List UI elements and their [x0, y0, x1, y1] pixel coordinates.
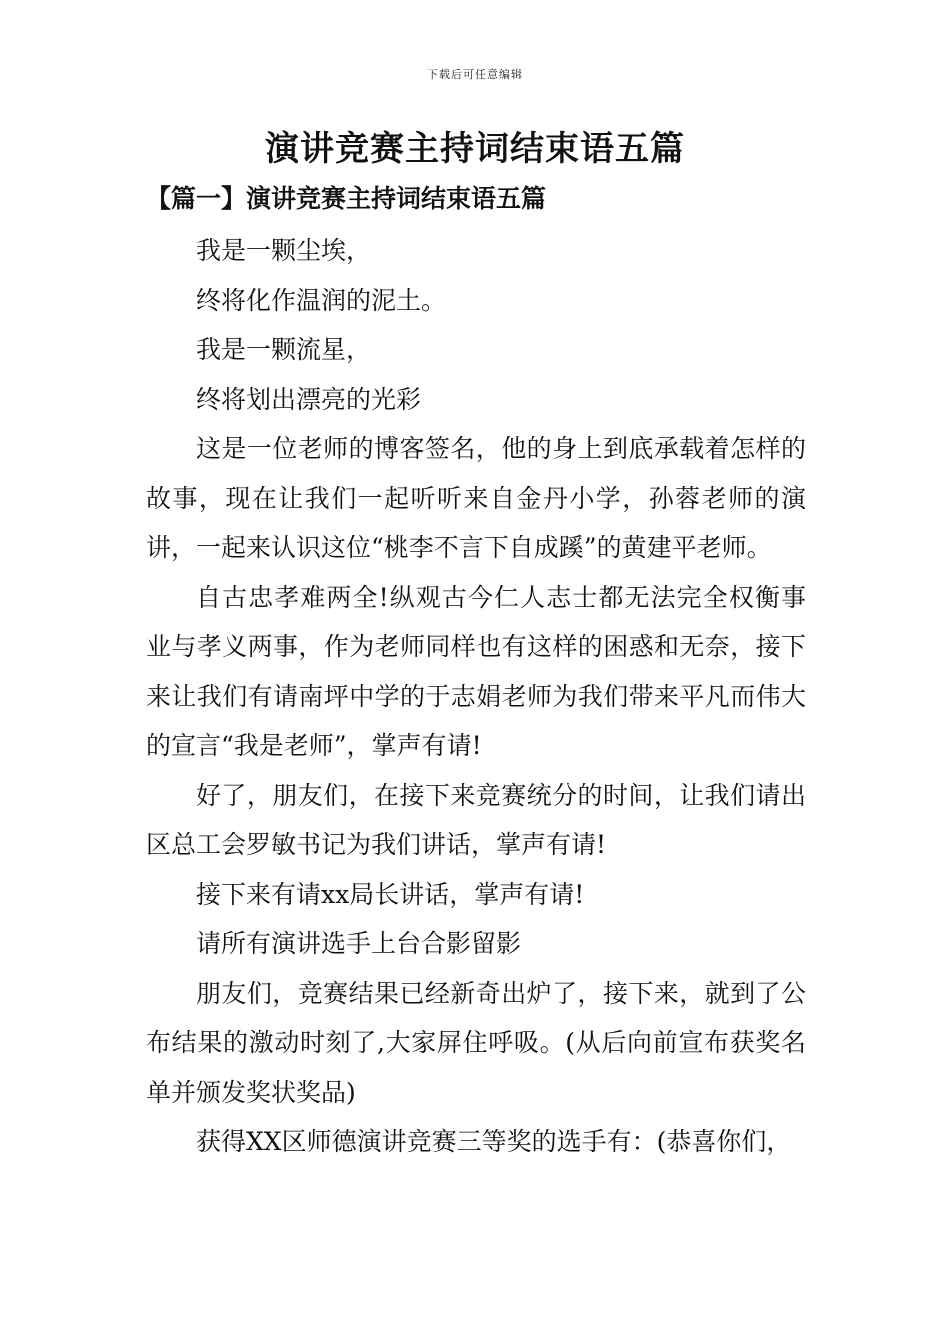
document-title: 演讲竞赛主持词结束语五篇 [265, 129, 685, 169]
paragraph: 好了，朋友们，在接下来竞赛统分的时间，让我们请出区总工会罗敏书记为我们讲话，掌声有请! [146, 780, 806, 859]
page-header-note: 下载后可任意编辑 [427, 68, 523, 81]
paragraph: 朋友们，竞赛结果已经新奇出炉了，接下来，就到了公布结果的激动时刻了,大家屏住呼吸。(从后向前宣布获奖名单并颁发奖状奖品) [146, 978, 806, 1107]
paragraph: 获得XX区师德演讲竞赛三等奖的选手有：(恭喜你们， [196, 1127, 792, 1156]
paragraph: 我是一颗尘埃， [196, 236, 372, 265]
document-body [146, 226, 806, 1167]
paragraph: 终将划出漂亮的光彩 [196, 384, 422, 414]
paragraph: 自古忠孝难两全!纵观古今仁人志士都无法完全权衡事业与孝义两事，作为老师同样也有这样的困惑和无奈，接下来让我们有请南坪中学的于志娟老师为我们带来平凡而伟大的宣言“我是老师”，掌声有请! [146, 582, 806, 760]
paragraph: 这是一位老师的博客签名，他的身上到底承载着怎样的故事，现在让我们一起听听来自金丹小学，孙蓉老师的演讲，一起来认识这位“桃李不言下自成蹊”的黄建平老师。 [146, 434, 806, 562]
paragraph: 我是一颗流星， [196, 335, 372, 364]
paragraph: 终将化作温润的泥土。 [196, 285, 447, 315]
section-heading: 【篇一】演讲竞赛主持词结束语五篇 [146, 184, 547, 213]
paragraph: 请所有演讲选手上台合影留影 [196, 929, 522, 958]
paragraph: 接下来有请xx局长讲话，掌声有请! [196, 879, 585, 909]
